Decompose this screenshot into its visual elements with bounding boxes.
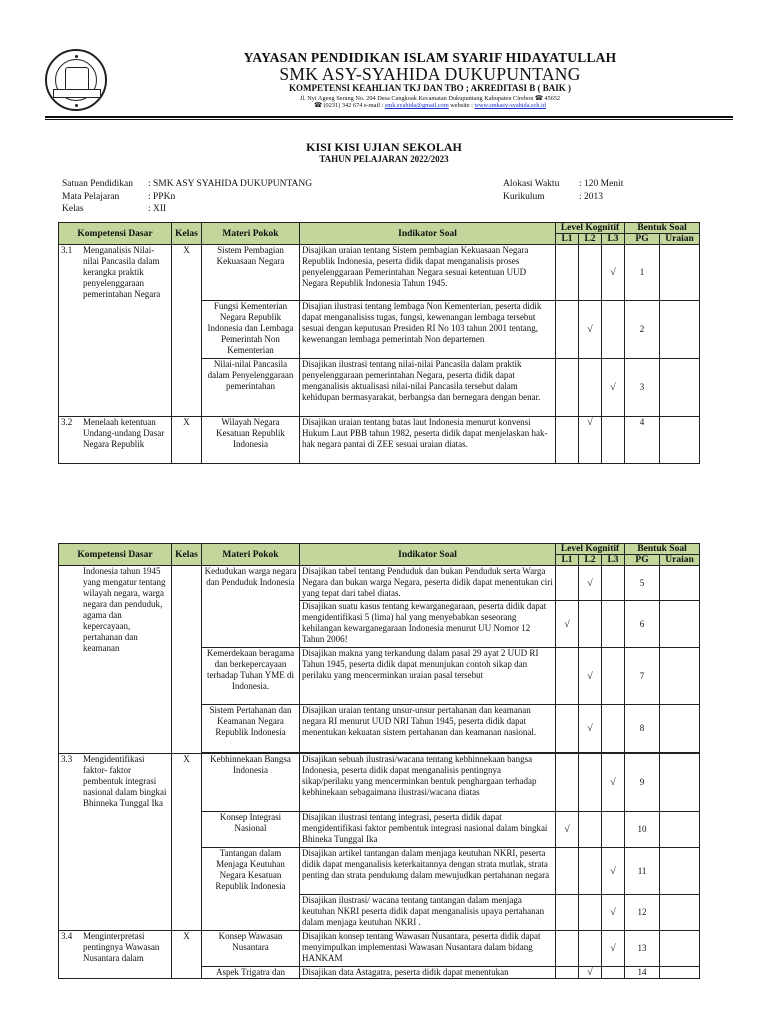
level-cell bbox=[556, 967, 579, 979]
foundation-name: YAYASAN PENDIDIKAN ISLAM SYARIF HIDAYATULLAH bbox=[243, 50, 617, 65]
uraian-cell bbox=[660, 967, 700, 979]
table-row bbox=[59, 417, 700, 464]
check-mark-icon: √ bbox=[602, 245, 625, 301]
meta-right bbox=[503, 178, 703, 203]
kisi-table-1 bbox=[58, 222, 700, 464]
indikator-cell: Disajikan uraian tentang unsur-unsur pertahanan dan keamanan negara RI menurut UUD NRI Tahun 1945, peserta didik dapat menentukan kekuatan sistem pertahanan dan keamanan nasional. bbox=[300, 705, 556, 753]
header-materi: Materi Pokok bbox=[202, 544, 300, 566]
level-cell bbox=[556, 931, 579, 967]
materi-cell: Nilai-nilai Pancasila dalam Penyelenggaraan pemerintahan bbox=[202, 359, 300, 417]
uraian-cell bbox=[660, 601, 700, 648]
satuan-label: Satuan Pendidikan bbox=[62, 179, 133, 189]
kd-text: Mengidentifikasi faktor- faktor pembentuk integrasi nasional dalam bingkai Bhinneka Tunggal Ika bbox=[83, 754, 167, 808]
pg-number: 14 bbox=[625, 967, 660, 979]
level-cell bbox=[579, 895, 602, 931]
indikator-cell: Disajikan makna yang terkandung dalam pasal 29 ayat 2 UUD RI Tahun 1945, peserta didik dapat menunjukan contoh sikap dan perilaku yang mencerminkan uraian pasal tersebut bbox=[300, 648, 556, 705]
indikator-cell: Disajikan artikel tantangan dalam menjaga keutuhan NKRI, peserta didik dapat menganalisis keterkaitannya dengan strata mutlak, strata penting dan strata pendukung dalam mewujudkan pertahanan negara bbox=[300, 848, 556, 895]
indikator-cell: Disajian ilustrasi tentang lembaga Non Kementerian, peserta didik dapat menganalisiss tugas, fungsi, kewenangan lembaga tersebut sesuai dengan keputusan Presiden RI No 103 tahun 2001 tentang, kewenangan lembaga pemerintah Non departemen bbox=[300, 301, 556, 359]
materi-cell: Aspek Trigatra dan bbox=[202, 967, 300, 979]
level-cell bbox=[602, 601, 625, 648]
check-mark-icon: √ bbox=[579, 967, 602, 979]
materi-cell: Konsep Integrasi Nasional bbox=[202, 812, 300, 848]
level-cell bbox=[602, 566, 625, 601]
pg-number: 5 bbox=[625, 566, 660, 601]
pg-number: 3 bbox=[625, 359, 660, 417]
uraian-cell bbox=[660, 895, 700, 931]
level-cell bbox=[556, 754, 579, 812]
indikator-cell: Disajikan tabel tentang Penduduk dan bukan Penduduk serta Warga Negara dan bukan warga Negara, peserta didik dapat menentukan ciri yang tepat dari tabel diatas. bbox=[300, 566, 556, 601]
pg-number: 1 bbox=[625, 245, 660, 301]
indikator-cell: Disajikan uraian tentang batas laut Indonesia menurut konvensi Hukum Laut PBB tahun 1982, peserta didik dapat menjelaskan hak- hak negara pantai di ZEE sesuai uraian diatas. bbox=[300, 417, 556, 464]
check-mark-icon: √ bbox=[602, 895, 625, 931]
kd-cell bbox=[59, 245, 172, 417]
level-cell bbox=[556, 417, 579, 464]
check-mark-icon: √ bbox=[579, 705, 602, 753]
indikator-cell: Disajikan konsep tentang Wawasan Nusantara, peserta didik dapat menyimpulkan implementasi Wawasan Nusantara dalam bidang HANKAM bbox=[300, 931, 556, 967]
kd-text: Menelaah ketentuan Undang-undang Dasar Negara Republik bbox=[83, 417, 165, 449]
website-link[interactable]: www.smkasy-syahida.sch.id bbox=[474, 102, 546, 109]
uraian-cell bbox=[660, 848, 700, 895]
kd-cell bbox=[59, 417, 172, 464]
check-mark-icon: √ bbox=[579, 301, 602, 359]
header-uraian: Uraian bbox=[660, 234, 700, 245]
kelas-label: Kelas bbox=[62, 204, 84, 214]
pg-number: 9 bbox=[625, 754, 660, 812]
header-level: Level Kognitif bbox=[556, 544, 625, 555]
table-row bbox=[59, 931, 700, 967]
kd-number: 3.1 bbox=[61, 245, 73, 255]
header-indikator: Indikator Soal bbox=[300, 223, 556, 245]
document-title: KISI KISI UJIAN SEKOLAH bbox=[306, 140, 462, 154]
level-cell bbox=[579, 359, 602, 417]
uraian-cell bbox=[660, 566, 700, 601]
materi-cell: Kebhinnekaan Bangsa Indonesia bbox=[202, 754, 300, 812]
indikator-cell: Disajikan uraian tentang Sistem pembagian Kekuasaan Negara Republik Indonesia, peserta didik dapat menganalisis proses penyelenggaraan Pemerintahan Negara sesuai ketentuan UUD Negara Republik Indonesia Tahun 1945. bbox=[300, 245, 556, 301]
kd-text: Indonesia tahun 1945 yang mengatur tentang wilayah negara, warga negara dan penduduk, agama dan kepercayaan, pertahanan dan keamanan bbox=[83, 566, 166, 653]
level-cell bbox=[556, 895, 579, 931]
level-cell bbox=[602, 301, 625, 359]
materi-cell: Wilayah Negara Kesatuan Republik Indonesia bbox=[202, 417, 300, 464]
check-mark-icon: √ bbox=[602, 754, 625, 812]
mapel-label: Mata Pelajaran bbox=[62, 191, 120, 202]
level-cell bbox=[602, 417, 625, 464]
check-mark-icon: √ bbox=[556, 812, 579, 848]
indikator-cell: Disajikan sebuah ilustrasi/wacana tentang kebhinnekaan bangsa Indonesia, peserta didik dapat menganalisis pentingnya sikap/perilaku yang mencerminkan bentuk penghargaan terhadap kebhinekaan sebagaimana ilustrasi/wacana diatas bbox=[300, 754, 556, 812]
kelas-value: : XII bbox=[148, 204, 167, 214]
kelas-cell: X bbox=[172, 754, 202, 931]
table-row bbox=[59, 566, 700, 601]
kd-number bbox=[61, 566, 83, 654]
kurikulum-value: : 2013 bbox=[579, 191, 604, 202]
document-subtitle: TAHUN PELAJARAN 2022/2023 bbox=[319, 154, 449, 164]
check-mark-icon: √ bbox=[579, 566, 602, 601]
uraian-cell bbox=[660, 812, 700, 848]
school-competency: KOMPETENSI KEAHLIAN TKJ DAN TBO ; AKREDITASI B ( BAIK ) bbox=[288, 83, 572, 93]
pg-number: 12 bbox=[625, 895, 660, 931]
header-l1: L1 bbox=[556, 555, 579, 566]
level-cell bbox=[579, 812, 602, 848]
uraian-cell bbox=[660, 648, 700, 705]
indikator-cell: Disajikan ilustrasi tentang nilai-nilai Pancasila dalam praktik penyelenggaraan pemerintahan Negara, peserta didik dapat menganalisis aktualisasi nilai-nilai Pancasila tersebut dalam kehidupan bermasyarakat, berbangsa dan bernegara dengan benar. bbox=[300, 359, 556, 417]
level-cell bbox=[579, 848, 602, 895]
indikator-cell: Disajikan ilustrasi tentang integrasi, peserta didik dapat mengidentifikasi faktor pembentuk integrasi nasional dalam bingkai Bhineka Tunggal Ika bbox=[300, 812, 556, 848]
check-mark-icon: √ bbox=[602, 931, 625, 967]
check-mark-icon: √ bbox=[556, 601, 579, 648]
level-cell bbox=[556, 359, 579, 417]
uraian-cell bbox=[660, 245, 700, 301]
website-label: website : bbox=[448, 102, 475, 109]
kd-cell bbox=[59, 566, 172, 754]
header-l3: L3 bbox=[602, 234, 625, 245]
kd-number: 3.2 bbox=[61, 417, 73, 427]
school-address: Jl. Nyi Ageng Serang No. 204 Desa Cangkoak Kecamatan Dukupuntang Kabupaten Cirebon ☎ 45652 bbox=[299, 95, 561, 102]
mapel-value: : PPKn bbox=[148, 191, 176, 202]
indikator-cell: Disajikan suatu kasus tentang kewarganegaraan, peserta didik dapat mengidentifikasi 5 (lima) hal yang menyebabkan seseorang kehilangan kewarganegaraan Indonesia menurut UU Nomor 12 Tahun 2006! bbox=[300, 601, 556, 648]
header-pg: PG bbox=[625, 555, 660, 566]
materi-cell: Sistem Pembagian Kekuasaan Negara bbox=[202, 245, 300, 301]
level-cell bbox=[602, 812, 625, 848]
level-cell bbox=[602, 967, 625, 979]
check-mark-icon: √ bbox=[579, 417, 602, 464]
level-cell bbox=[556, 705, 579, 753]
level-cell bbox=[602, 705, 625, 753]
kd-cell bbox=[59, 754, 172, 931]
level-cell bbox=[556, 245, 579, 301]
materi-cell: Tantangan dalam Menjaga Keutuhan Negara Kesatuan Republik Indonesia bbox=[202, 848, 300, 931]
materi-cell: Konsep Wawasan Nusantara bbox=[202, 931, 300, 967]
indikator-cell: Disajikan ilustrasi/ wacana tentang tantangan dalam menjaga keutuhan NKRI peserta didik dapat menganalisis upaya pertahanan dalam menjaga keutuhan NKRI . bbox=[300, 895, 556, 931]
header-kd: Kompetensi Dasar bbox=[59, 223, 172, 245]
kd-number: 3.3 bbox=[61, 754, 73, 764]
level-cell bbox=[556, 301, 579, 359]
header-l3: L3 bbox=[602, 555, 625, 566]
header-level: Level Kognitif bbox=[556, 223, 625, 234]
header-l1: L1 bbox=[556, 234, 579, 245]
materi-cell: Sistem Pertahanan dan Keamanan Negara Republik Indonesia bbox=[202, 705, 300, 753]
level-cell bbox=[579, 601, 602, 648]
kd-text: Menganalisis Nilai-nilai Pancasila dalam kerangka praktik penyelenggaraan pemerintahan Negara bbox=[83, 245, 161, 299]
header-kelas: Kelas bbox=[172, 223, 202, 245]
kelas-cell bbox=[172, 566, 202, 754]
level-cell bbox=[556, 566, 579, 601]
header-l2: L2 bbox=[579, 234, 602, 245]
pg-number: 10 bbox=[625, 812, 660, 848]
uraian-cell bbox=[660, 705, 700, 753]
level-cell bbox=[579, 754, 602, 812]
level-cell bbox=[602, 648, 625, 705]
contact-phone: ☎ (0231) 342 674 e-mail : bbox=[314, 102, 385, 109]
uraian-cell bbox=[660, 754, 700, 812]
kelas-cell: X bbox=[172, 245, 202, 417]
pg-number: 2 bbox=[625, 301, 660, 359]
header-materi: Materi Pokok bbox=[202, 223, 300, 245]
kelas-cell: X bbox=[172, 417, 202, 464]
header-rule-thin bbox=[45, 119, 733, 120]
alokasi-value: : 120 Menit bbox=[579, 179, 624, 189]
meta-left bbox=[62, 178, 362, 216]
level-cell bbox=[556, 848, 579, 895]
materi-cell: Fungsi Kementerian Negara Republik Indonesia dan Lembaga Pemerintah Non Kementerian bbox=[202, 301, 300, 359]
kisi-table-2 bbox=[58, 543, 700, 979]
email-link[interactable]: smk.syahida@gmail.com bbox=[384, 102, 449, 109]
header-kd: Kompetensi Dasar bbox=[59, 544, 172, 566]
uraian-cell bbox=[660, 931, 700, 967]
check-mark-icon: √ bbox=[602, 359, 625, 417]
header-uraian: Uraian bbox=[660, 555, 700, 566]
kd-cell bbox=[59, 931, 172, 979]
school-logo bbox=[45, 49, 107, 111]
materi-cell: Kemerdekaan beragama dan berkepercayaan terhadap Tuhan YME di Indonesia. bbox=[202, 648, 300, 705]
kd-text: Menginterpretasi pentingnya Wawasan Nusantara dalam bbox=[83, 931, 160, 963]
pg-number: 7 bbox=[625, 648, 660, 705]
header-bentuk: Bentuk Soal bbox=[625, 544, 700, 555]
uraian-cell bbox=[660, 359, 700, 417]
satuan-value: : SMK ASY SYAHIDA DUKUPUNTANG bbox=[148, 179, 313, 189]
header-indikator: Indikator Soal bbox=[300, 544, 556, 566]
header-bentuk: Bentuk Soal bbox=[625, 223, 700, 234]
header-kelas: Kelas bbox=[172, 544, 202, 566]
kd-number: 3.4 bbox=[61, 931, 73, 941]
header-l2: L2 bbox=[579, 555, 602, 566]
school-contact bbox=[120, 102, 740, 109]
kurikulum-label: Kurikulum bbox=[503, 191, 545, 202]
table-row bbox=[59, 754, 700, 812]
header-rule bbox=[45, 116, 733, 118]
pg-number: 8 bbox=[625, 705, 660, 753]
table-row bbox=[59, 245, 700, 301]
uraian-cell bbox=[660, 301, 700, 359]
school-name: SMK ASY-SYAHIDA DUKUPUNTANG bbox=[279, 64, 581, 84]
check-mark-icon: √ bbox=[602, 848, 625, 895]
level-cell bbox=[579, 931, 602, 967]
pg-number: 11 bbox=[625, 848, 660, 895]
pg-number: 13 bbox=[625, 931, 660, 967]
indikator-cell: Disajikan data Astagatra, peserta didik dapat menentukan bbox=[300, 967, 556, 979]
uraian-cell bbox=[660, 417, 700, 464]
materi-cell: Kedudukan warga negara dan Penduduk Indonesia bbox=[202, 566, 300, 648]
alokasi-label: Alokasi Waktu bbox=[503, 179, 560, 189]
check-mark-icon: √ bbox=[579, 648, 602, 705]
level-cell bbox=[556, 648, 579, 705]
header-pg: PG bbox=[625, 234, 660, 245]
level-cell bbox=[579, 245, 602, 301]
pg-number: 4 bbox=[625, 417, 660, 464]
pg-number: 6 bbox=[625, 601, 660, 648]
kelas-cell: X bbox=[172, 931, 202, 979]
